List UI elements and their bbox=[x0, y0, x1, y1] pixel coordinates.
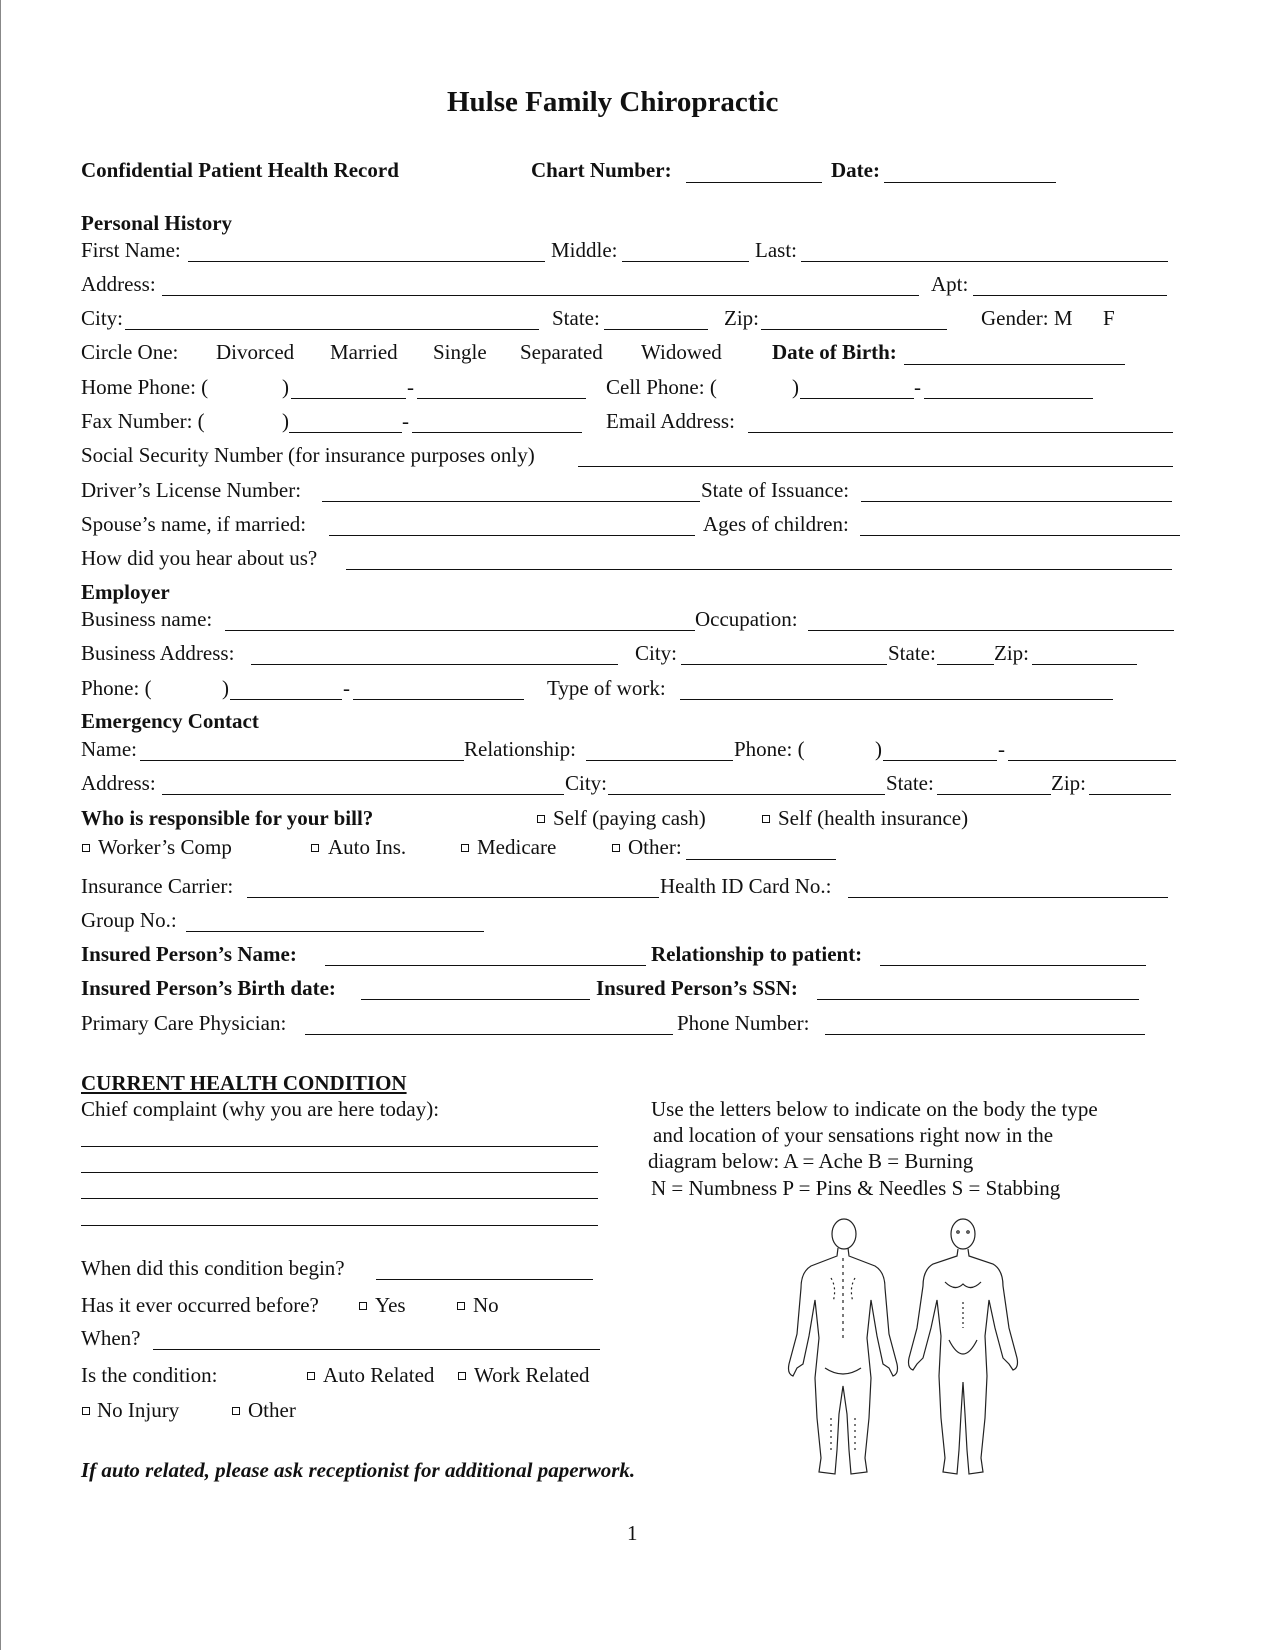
children-field[interactable] bbox=[860, 535, 1180, 536]
occurred-before-label: Has it ever occurred before? bbox=[81, 1293, 319, 1317]
cell-phone-line-field[interactable] bbox=[924, 398, 1093, 399]
first-name-field[interactable] bbox=[188, 261, 545, 262]
middle-field[interactable] bbox=[622, 261, 749, 262]
employer-phone-line-field[interactable] bbox=[353, 699, 524, 700]
emergency-zip-label: Zip: bbox=[1051, 771, 1086, 795]
insured-name-field[interactable] bbox=[325, 965, 646, 966]
home-phone-dash: - bbox=[407, 375, 414, 399]
fax-prefix-field[interactable] bbox=[289, 432, 402, 433]
home-phone-paren: ) bbox=[282, 375, 289, 399]
personal-history-heading: Personal History bbox=[81, 211, 233, 235]
chief-complaint-label: Chief complaint (why you are here today): bbox=[81, 1097, 440, 1121]
fax-label: Fax Number: ( bbox=[81, 409, 205, 433]
marital-widowed-option[interactable]: Widowed bbox=[641, 340, 722, 364]
insured-ssn-label: Insured Person’s SSN: bbox=[596, 976, 798, 1000]
health-id-label: Health ID Card No.: bbox=[660, 874, 832, 898]
referral-field[interactable] bbox=[346, 569, 1172, 570]
occurred-no-label: No bbox=[473, 1293, 499, 1317]
business-name-field[interactable] bbox=[225, 630, 695, 631]
gender-female-option[interactable]: F bbox=[1103, 306, 1115, 330]
occurred-yes-label: Yes bbox=[375, 1293, 406, 1317]
instructions-line-3: diagram below: A = Ache B = Burning bbox=[648, 1149, 974, 1173]
emergency-state-label: State: bbox=[886, 771, 934, 795]
no-injury-label: No Injury bbox=[97, 1398, 180, 1422]
gender-label: Gender: M bbox=[981, 306, 1073, 330]
ssn-label: Social Security Number (for insurance purposes only) bbox=[81, 443, 535, 467]
body-sensation-diagram[interactable] bbox=[785, 1218, 1025, 1480]
emergency-phone-prefix-field[interactable] bbox=[883, 760, 997, 761]
business-zip-field[interactable] bbox=[1032, 664, 1137, 665]
email-label: Email Address: bbox=[606, 409, 735, 433]
pcp-field[interactable] bbox=[305, 1034, 673, 1035]
address-field[interactable] bbox=[162, 295, 919, 296]
business-state-field[interactable] bbox=[937, 664, 994, 665]
spouse-field[interactable] bbox=[329, 535, 695, 536]
business-city-label: City: bbox=[635, 641, 678, 665]
pcp-phone-label: Phone Number: bbox=[677, 1011, 810, 1035]
insured-ssn-field[interactable] bbox=[817, 999, 1139, 1000]
type-of-work-field[interactable] bbox=[680, 699, 1113, 700]
home-phone-prefix-field[interactable] bbox=[291, 398, 406, 399]
employer-phone-prefix-field[interactable] bbox=[230, 699, 342, 700]
emergency-heading: Emergency Contact bbox=[81, 709, 259, 733]
fax-line-field[interactable] bbox=[412, 432, 582, 433]
marital-single-option[interactable]: Single bbox=[433, 340, 487, 364]
last-label: Last: bbox=[755, 238, 797, 262]
marital-divorced-option[interactable]: Divorced bbox=[216, 340, 295, 364]
auto-related-note: If auto related, please ask receptionist for additional paperwork. bbox=[81, 1458, 636, 1482]
condition-heading: CURRENT HEALTH CONDITION bbox=[81, 1071, 407, 1095]
condition-began-field[interactable] bbox=[376, 1279, 593, 1280]
address-label: Address: bbox=[81, 272, 156, 296]
when-field[interactable] bbox=[153, 1349, 600, 1350]
chief-complaint-line-2[interactable] bbox=[81, 1172, 598, 1173]
occurred-no-checkbox[interactable] bbox=[457, 1302, 465, 1310]
state-issuance-label: State of Issuance: bbox=[701, 478, 850, 502]
emergency-city-label: City: bbox=[565, 771, 608, 795]
emergency-phone-line-field[interactable] bbox=[1008, 760, 1176, 761]
group-no-label: Group No.: bbox=[81, 908, 177, 932]
first-name-label: First Name: bbox=[81, 238, 181, 262]
business-zip-label: Zip: bbox=[994, 641, 1029, 665]
referral-label: How did you hear about us? bbox=[81, 546, 318, 570]
billing-workers-comp-checkbox[interactable] bbox=[82, 844, 90, 852]
emergency-address-label: Address: bbox=[81, 771, 156, 795]
other-condition-checkbox[interactable] bbox=[232, 1407, 240, 1415]
other-condition-label: Other bbox=[248, 1398, 296, 1422]
apt-field[interactable] bbox=[973, 295, 1167, 296]
emergency-address-field[interactable] bbox=[162, 794, 564, 795]
instructions-line-1: Use the letters below to indicate on the body the type bbox=[651, 1097, 1098, 1121]
occupation-label: Occupation: bbox=[695, 607, 798, 631]
body-front-view-icon bbox=[909, 1219, 1018, 1474]
state-issuance-field[interactable] bbox=[861, 501, 1172, 502]
cell-phone-dash: - bbox=[914, 375, 921, 399]
body-back-view-icon bbox=[789, 1219, 898, 1474]
apt-label: Apt: bbox=[931, 272, 969, 296]
ssn-field[interactable] bbox=[578, 466, 1173, 467]
work-related-label: Work Related bbox=[474, 1363, 590, 1387]
city-label: City: bbox=[81, 306, 124, 330]
emergency-state-field[interactable] bbox=[937, 794, 1051, 795]
business-city-field[interactable] bbox=[681, 664, 887, 665]
condition-began-label: When did this condition begin? bbox=[81, 1256, 345, 1280]
record-title: Confidential Patient Health Record bbox=[81, 158, 399, 182]
date-label: Date: bbox=[831, 158, 880, 182]
emergency-zip-field[interactable] bbox=[1089, 794, 1171, 795]
billing-question: Who is responsible for your bill? bbox=[81, 806, 374, 830]
marital-separated-option[interactable]: Separated bbox=[520, 340, 603, 364]
billing-medicare-label: Medicare bbox=[477, 835, 557, 859]
dob-field[interactable] bbox=[904, 364, 1125, 365]
last-field[interactable] bbox=[801, 261, 1168, 262]
chief-complaint-line-3[interactable] bbox=[81, 1198, 598, 1199]
chief-complaint-line-4[interactable] bbox=[81, 1225, 598, 1226]
emergency-name-label: Name: bbox=[81, 737, 137, 761]
occurred-yes-checkbox[interactable] bbox=[359, 1302, 367, 1310]
cell-phone-label: Cell Phone: ( bbox=[606, 375, 717, 399]
cell-phone-prefix-field[interactable] bbox=[800, 398, 914, 399]
cell-phone-paren: ) bbox=[792, 375, 799, 399]
group-no-field[interactable] bbox=[186, 931, 484, 932]
business-state-label: State: bbox=[888, 641, 936, 665]
employer-heading: Employer bbox=[81, 580, 170, 604]
occupation-field[interactable] bbox=[808, 630, 1174, 631]
employer-phone-paren: ) bbox=[222, 676, 229, 700]
zip-label: Zip: bbox=[724, 306, 759, 330]
license-field[interactable] bbox=[322, 501, 700, 502]
emergency-city-field[interactable] bbox=[608, 794, 885, 795]
is-condition-label: Is the condition: bbox=[81, 1363, 218, 1387]
home-phone-line-field[interactable] bbox=[417, 398, 586, 399]
instructions-line-4: N = Numbness P = Pins & Needles S = Stabbing bbox=[651, 1176, 1061, 1200]
billing-self-insurance-label: Self (health insurance) bbox=[778, 806, 969, 830]
clinic-title: Hulse Family Chiropractic bbox=[447, 86, 779, 118]
insured-birth-field[interactable] bbox=[361, 999, 590, 1000]
fax-paren: ) bbox=[282, 409, 289, 433]
spouse-label: Spouse’s name, if married: bbox=[81, 512, 307, 536]
insurance-carrier-field[interactable] bbox=[247, 897, 659, 898]
relationship-patient-label: Relationship to patient: bbox=[651, 942, 863, 966]
billing-other-field[interactable] bbox=[686, 859, 836, 860]
billing-self-cash-label: Self (paying cash) bbox=[553, 806, 706, 830]
chart-number-field[interactable] bbox=[686, 182, 822, 183]
business-name-label: Business name: bbox=[81, 607, 213, 631]
health-id-field[interactable] bbox=[848, 897, 1168, 898]
page-number: 1 bbox=[627, 1521, 638, 1545]
insured-name-label: Insured Person’s Name: bbox=[81, 942, 297, 966]
relationship-patient-field[interactable] bbox=[880, 965, 1146, 966]
billing-medicare-checkbox[interactable] bbox=[461, 844, 469, 852]
instructions-line-2: and location of your sensations right now in the bbox=[653, 1123, 1054, 1147]
insurance-carrier-label: Insurance Carrier: bbox=[81, 874, 234, 898]
when-label: When? bbox=[81, 1326, 141, 1350]
city-field[interactable] bbox=[125, 329, 539, 330]
employer-phone-label: Phone: ( bbox=[81, 676, 152, 700]
marital-married-option[interactable]: Married bbox=[330, 340, 398, 364]
billing-other-checkbox[interactable] bbox=[612, 844, 620, 852]
emergency-relationship-field[interactable] bbox=[586, 760, 733, 761]
business-address-field[interactable] bbox=[251, 664, 618, 665]
zip-field[interactable] bbox=[761, 329, 947, 330]
circle-one-label: Circle One: bbox=[81, 340, 179, 364]
emergency-phone-paren: ) bbox=[875, 737, 882, 761]
dob-label: Date of Birth: bbox=[772, 340, 897, 364]
middle-label: Middle: bbox=[551, 238, 618, 262]
billing-auto-ins-label: Auto Ins. bbox=[328, 835, 407, 859]
chart-number-label: Chart Number: bbox=[531, 158, 672, 182]
employer-phone-dash: - bbox=[343, 676, 350, 700]
emergency-phone-label: Phone: ( bbox=[734, 737, 805, 761]
billing-other-label: Other: bbox=[628, 835, 682, 859]
date-field[interactable] bbox=[884, 182, 1056, 183]
pcp-phone-field[interactable] bbox=[825, 1034, 1145, 1035]
emergency-name-field[interactable] bbox=[140, 760, 464, 761]
type-of-work-label: Type of work: bbox=[547, 676, 666, 700]
emergency-relationship-label: Relationship: bbox=[464, 737, 576, 761]
billing-workers-comp-label: Worker’s Comp bbox=[98, 835, 232, 859]
billing-auto-ins-checkbox[interactable] bbox=[311, 844, 319, 852]
auto-related-checkbox[interactable] bbox=[307, 1372, 315, 1380]
business-address-label: Business Address: bbox=[81, 641, 235, 665]
pcp-label: Primary Care Physician: bbox=[81, 1011, 287, 1035]
auto-related-label: Auto Related bbox=[323, 1363, 435, 1387]
home-phone-label: Home Phone: ( bbox=[81, 375, 209, 399]
emergency-phone-dash: - bbox=[998, 737, 1005, 761]
billing-self-insurance-checkbox[interactable] bbox=[762, 815, 770, 823]
insured-birth-label: Insured Person’s Birth date: bbox=[81, 976, 336, 1000]
email-field[interactable] bbox=[748, 432, 1173, 433]
children-label: Ages of children: bbox=[703, 512, 849, 536]
state-field[interactable] bbox=[604, 329, 708, 330]
fax-dash: - bbox=[402, 409, 409, 433]
work-related-checkbox[interactable] bbox=[458, 1372, 466, 1380]
no-injury-checkbox[interactable] bbox=[82, 1407, 90, 1415]
chief-complaint-line-1[interactable] bbox=[81, 1146, 598, 1147]
license-label: Driver’s License Number: bbox=[81, 478, 302, 502]
state-label: State: bbox=[552, 306, 600, 330]
billing-self-cash-checkbox[interactable] bbox=[537, 815, 545, 823]
